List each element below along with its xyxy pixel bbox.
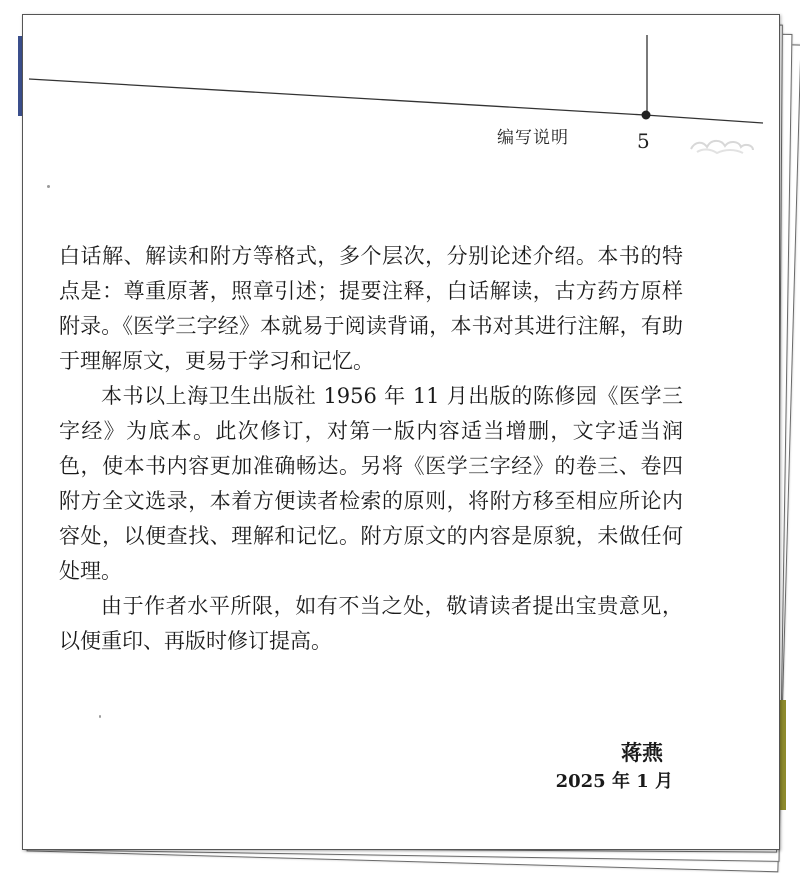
header-rule-line [645, 115, 763, 123]
body-paragraph: 本书以上海卫生出版社 1956 年 11 月出版的陈修园《医学三字经》为底本。此次修订，对第一版内容适当增删，文字适当润色，使本书内容更加准确畅达。另将《医学三字经》的卷三、卷四附方全文选录，本着方便读者检索的原则，将附方移至相应所论内容处，以便查找、理解和记忆。附方原文的内容是原貌，未做任何处理。 [59, 384, 683, 583]
book-page [22, 14, 780, 850]
signature-date: 2025 年 1 月 [555, 771, 673, 792]
signature-author: 蒋燕 [621, 740, 663, 765]
header-rule-graphic [23, 15, 779, 175]
paper-speck [99, 715, 101, 718]
body-paragraph: 白话解、解读和附方等格式，多个层次，分别论述介绍。本书的特点是：尊重原著，照章引述；提要注释，白话解读，古方药方原样附录。《医学三字经》本就易于阅读背诵，本书对其进行注解，有助于理解原文，更易于学习和记忆。 [59, 244, 683, 373]
body-text [59, 239, 683, 659]
page-number: 5 [637, 129, 650, 153]
header-dot [642, 111, 651, 120]
body-paragraph: 由于作者水平所限，如有不当之处，敬请读者提出宝贵意见，以便重印、再版时修订提高。 [59, 594, 683, 653]
header-rule-line [29, 79, 645, 115]
running-header-title: 编写说明 [497, 128, 569, 148]
cloud-ornament-icon [687, 133, 757, 157]
paper-speck [47, 185, 50, 188]
